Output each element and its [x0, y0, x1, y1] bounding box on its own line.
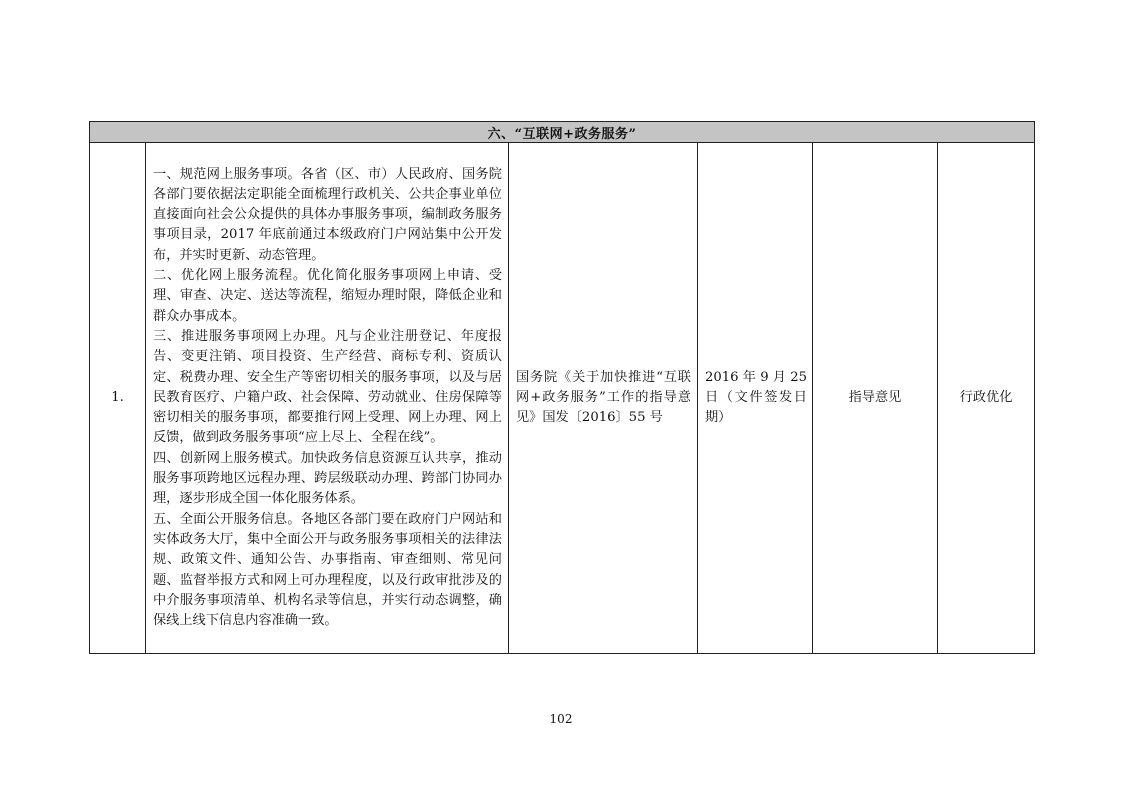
content-paragraph: 一、规范网上服务事项。各省（区、市）人民政府、国务院各部门要依据法定职能全面梳理行政机关、公共企事业单位直接面向社会公众提供的具体办事服务事项，编制政务服务事项目录，2017 年底前通过本级政府门户网站集中公开发布，并实时更新、动态管理。: [153, 166, 502, 263]
section-title: 六、“互联网+政务服务”: [90, 122, 1035, 143]
row-source-document: 国务院《关于加快推进“互联网+政务服务”工作的指导意见》国发〔2016〕55 号: [509, 143, 698, 654]
row-content: [146, 143, 509, 654]
row-document-type: 指导意见: [813, 143, 938, 654]
content-paragraph: 四、创新网上服务模式。加快政务信息资源互认共享，推动服务事项跨地区远程办理、跨层级联动办理、跨部门协同办理，逐步形成全国一体化服务体系。: [153, 450, 502, 507]
table-row: [90, 143, 1035, 654]
content-paragraph: 二、优化网上服务流程。优化简化服务事项网上申请、受理、审查、决定、送达等流程，缩短办理时限，降低企业和群众办事成本。: [153, 268, 502, 324]
row-index: 1.: [90, 143, 146, 654]
row-issue-date: 2016 年 9 月 25 日（文件签发日期）: [698, 143, 813, 654]
row-category: 行政优化: [938, 143, 1035, 654]
content-paragraph: 五、全面公开服务信息。各地区各部门要在政府门户网站和实体政务大厅，集中全面公开与政务服务事项相关的法律法规、政策文件、通知公告、办事指南、审查细则、常见问题、监督举报方式和网上可办理程度，以及行政审批涉及的中介服务事项清单、机构名录等信息，并实行动态调整，确保线上线下信息内容准确一致。: [153, 511, 502, 629]
policy-table: [89, 121, 1035, 654]
section-header-row: [90, 122, 1035, 143]
content-paragraph: 三、推进服务事项网上办理。凡与企业注册登记、年度报告、变更注销、项目投资、生产经营、商标专利、资质认定、税费办理、安全生产等密切相关的服务事项，以及与居民教育医疗、户籍户政、社会保障、劳动就业、住房保障等密切相关的服务事项，都要推行网上受理、网上办理、网上反馈，做到政务服务事项“应上尽上、全程在线”。: [153, 328, 502, 446]
page-number: 102: [549, 712, 573, 726]
